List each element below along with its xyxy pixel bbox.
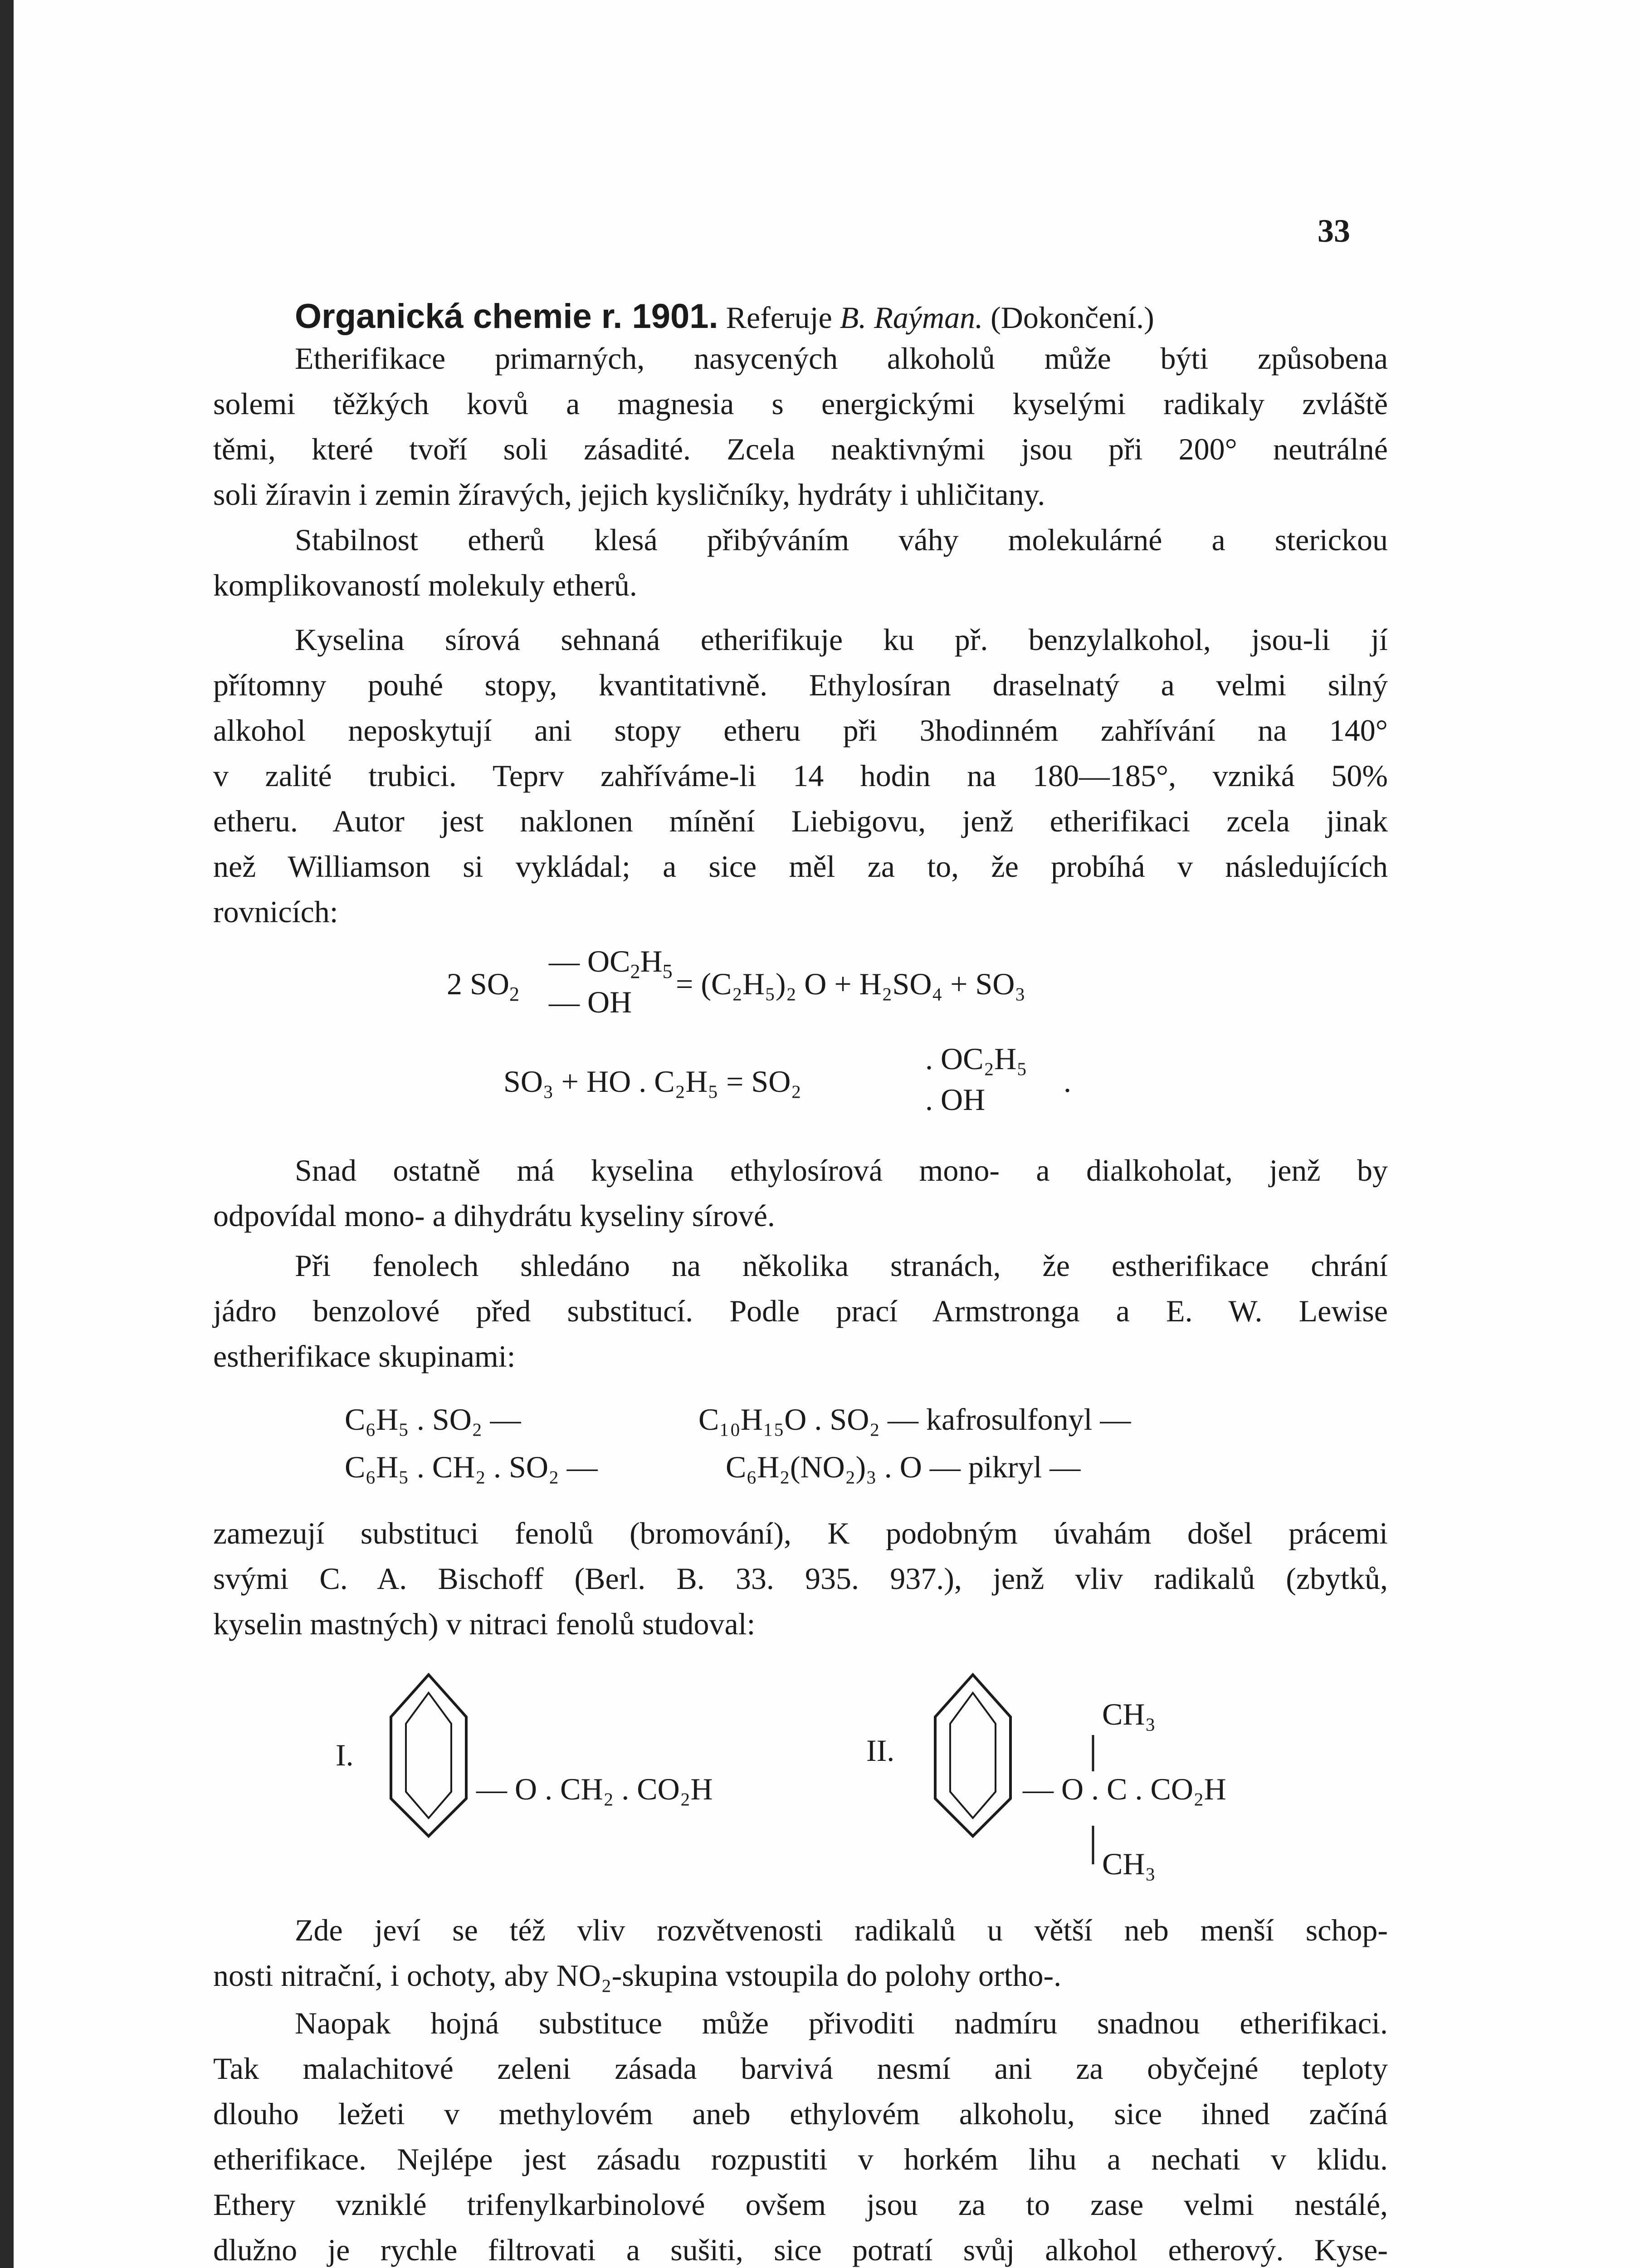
text-line: Ethery vzniklé trifenylkarbinolové ovšem jsou za to zase velmi nestálé, bbox=[213, 2187, 1388, 2222]
text-line: komplikovaností molekuly etherů. bbox=[213, 568, 637, 602]
equation-2-bottom-group: . OH bbox=[925, 1082, 986, 1117]
page-number: 33 bbox=[1318, 213, 1350, 249]
text-line: nosti nitrační, i ochoty, aby NO₂-skupina vstoupila do polohy ortho-. bbox=[213, 1958, 1062, 1993]
text-line: přítomny pouhé stopy, kvantitativně. Ethylosíran draselnatý a velmi silný bbox=[213, 668, 1388, 702]
text-line: svými C. A. Bischoff (Berl. B. 33. 935. 937.), jenž vliv radikalů (zbytků, bbox=[213, 1561, 1388, 1596]
structure-1-label: I. bbox=[336, 1738, 354, 1772]
structure-2-label: II. bbox=[866, 1733, 895, 1768]
heading-title: Organická chemie r. 1901. bbox=[295, 297, 718, 336]
text-line: Kyselina sírová sehnaná etherifikuje ku př. benzylalkohol, jsou-li jí bbox=[295, 622, 1388, 657]
text-line: Tak malachitové zeleni zásada barvivá nesmí ani za obyčejné teploty bbox=[213, 2051, 1388, 2086]
text-line: dlouho ležeti v methylovém aneb ethylovém alkoholu, sice ihned začíná bbox=[213, 2097, 1388, 2131]
text-line: těmi, které tvoří soli zásadité. Zcela neaktivnými jsou při 200° neutrálné bbox=[213, 432, 1388, 466]
text-line: soli žíravin i zemin žíravých, jejich kysličníky, hydráty i uhličitany. bbox=[213, 477, 1045, 512]
group-formula: C₆H₅ . SO₂ — bbox=[345, 1402, 521, 1437]
equation-2-period: . bbox=[1064, 1064, 1071, 1099]
structure-2-substituent: — O . C . CO₂H bbox=[1023, 1772, 1226, 1806]
equation-1-top-group: — $OC_2H_5$ bbox=[549, 944, 673, 982]
equation-1-products: = (C₂H₅)₂ O + H₂SO₄ + SO₃ bbox=[676, 967, 1026, 1001]
text-line: odpovídal mono- a dihydrátu kyseliny sírové. bbox=[213, 1198, 775, 1233]
text-line: estherifikace skupinami: bbox=[213, 1339, 516, 1374]
text-line: rovnicích: bbox=[213, 894, 338, 929]
text-line: solemi těžkých kovů a magnesia s energickými kyselými radikaly zvláště bbox=[213, 386, 1388, 421]
page-edge-shadow bbox=[0, 0, 14, 2268]
text-line: Naopak hojná substituce může přivoditi nadmíru snadnou etherifikaci. bbox=[295, 2006, 1388, 2040]
equation-2-top-group: . OC₂H₅ bbox=[925, 1041, 1027, 1076]
structure-2-methyl-bottom: CH₃ bbox=[1102, 1847, 1156, 1881]
text-line: Při fenolech shledáno na několika stranách, že estherifikace chrání bbox=[295, 1248, 1388, 1283]
benzene-ring-2 bbox=[930, 1669, 1016, 1842]
text-line: kyselin mastných) v nitraci fenolů studoval: bbox=[213, 1607, 756, 1641]
heading-reviewer: B. Raýman. bbox=[840, 300, 983, 335]
text-line: jádro benzolové před substitucí. Podle prací Armstronga a E. W. Lewise bbox=[213, 1294, 1388, 1328]
text-line: v zalité trubici. Teprv zahříváme-li 14 hodin na 180—185°, vzniká 50% bbox=[213, 758, 1388, 793]
benzene-ring-1 bbox=[386, 1669, 472, 1842]
group-formula: C₆H₅ . CH₂ . SO₂ — bbox=[345, 1450, 598, 1484]
equation-2-left: SO₃ + HO . C₂H₅ = SO₂ bbox=[503, 1064, 802, 1099]
heading-continuation: (Dokončení.) bbox=[991, 300, 1154, 335]
text-line: dlužno je rychle filtrovati a sušiti, sice potratí svůj alkohol etherový. Kyse- bbox=[213, 2233, 1388, 2267]
text-line: etheru. Autor jest naklonen mínění Liebigovu, jenž etherifikaci zcela jinak bbox=[213, 804, 1388, 838]
text-line: etherifikace. Nejlépe jest zásadu rozpustiti v horkém lihu a nechati v klidu. bbox=[213, 2142, 1388, 2176]
structure-1-substituent: — O . CH₂ . CO₂H bbox=[476, 1772, 713, 1806]
section-heading bbox=[295, 294, 1388, 340]
text-line: Snad ostatně má kyselina ethylosírová mono- a dialkoholat, jenž by bbox=[295, 1153, 1388, 1188]
group-formula: C₁₀H₁₅O . SO₂ — kafrosulfonyl — bbox=[698, 1402, 1131, 1437]
text-line: než Williamson si vykládal; a sice měl za to, že probíhá v následujících bbox=[213, 849, 1388, 884]
text-line: alkohol neposkytují ani stopy etheru při 3hodinném zahřívání na 140° bbox=[213, 713, 1388, 748]
text-line: Zde jeví se též vliv rozvětvenosti radikalů u větší neb menší schop- bbox=[295, 1913, 1388, 1947]
equation-1-bottom-group: — OH bbox=[549, 985, 632, 1019]
text-line: zamezují substituci fenolů (bromování), K podobným úvahám došel prácemi bbox=[213, 1516, 1388, 1550]
structure-2-methyl-top: CH₃ bbox=[1102, 1697, 1156, 1731]
heading-reviewer-prefix: Referuje bbox=[726, 300, 832, 335]
group-formula: C₆H₂(NO₂)₃ . O — pikryl — bbox=[726, 1450, 1081, 1484]
text-line: Etherifikace primarných, nasycených alkoholů může býti způsobena bbox=[295, 341, 1388, 376]
text-line: Stabilnost etherů klesá přibýváním váhy molekulárné a sterickou bbox=[295, 523, 1388, 557]
equation-1-coefficient: 2 $SO_2$ bbox=[447, 967, 519, 1005]
